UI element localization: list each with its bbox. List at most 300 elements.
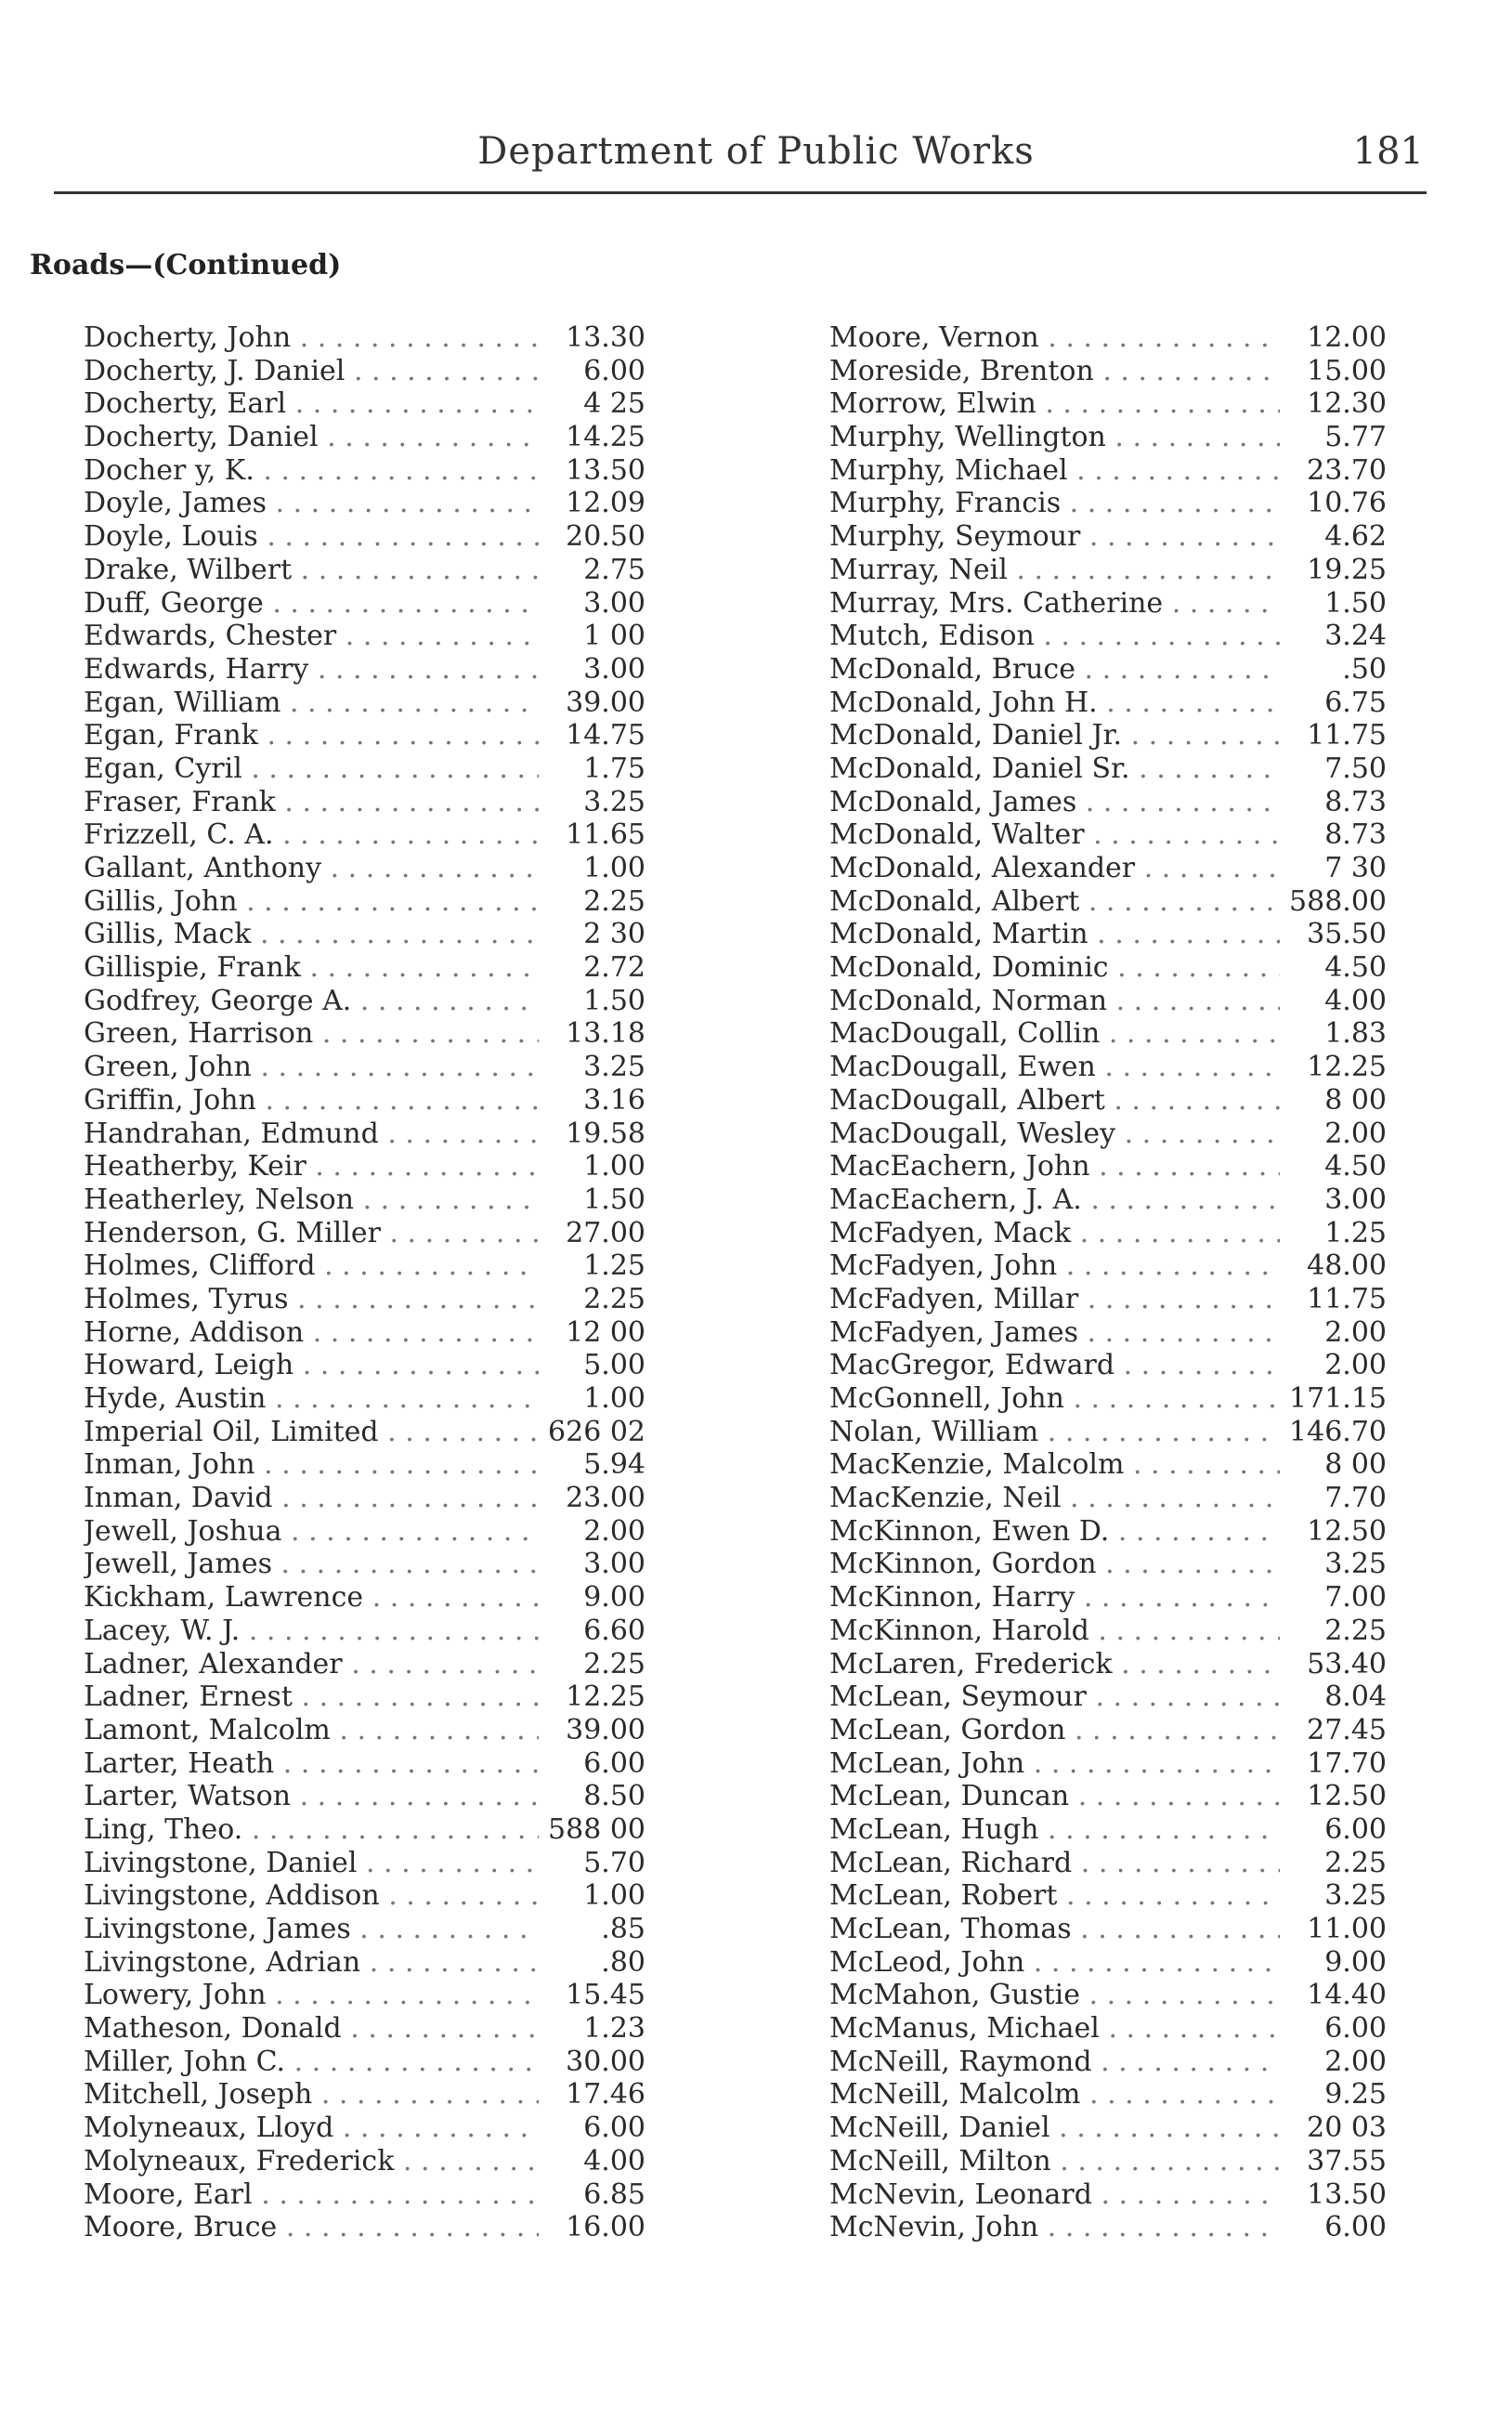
payee-name: Nolan, William . . . [829,1416,1280,1448]
payment-row [84,1249,645,1283]
payment-row [84,487,645,520]
right-payment-column [829,321,1387,2244]
payment-row [84,1448,645,1482]
payment-row [829,1249,1387,1283]
payment-amount: 1.00 [583,1150,645,1183]
payee-name: Murphy, Seymour . . . [829,520,1280,553]
payee-name: Molyneaux, Frederick . . . [84,2145,539,2177]
payment-row [84,2112,645,2145]
payment-row [829,2145,1387,2178]
payment-row [84,1615,645,1648]
payee-name: MacEachern, John . . . [829,1150,1280,1183]
payee-name: Green, John . . . [84,1051,539,1083]
payment-amount: 3.00 [583,1548,645,1581]
payment-amount: 4.00 [1324,984,1387,1017]
payee-name: McDonald, Martin . . . [829,918,1280,950]
payment-amount: 2.00 [1324,1315,1387,1349]
payment-row [829,1780,1387,1813]
payment-row [829,1017,1387,1051]
payee-name: Docherty, Earl . . . [84,387,539,420]
payment-row [84,1879,645,1913]
payment-row [84,520,645,554]
payment-row [84,1548,645,1581]
payment-amount: 35.50 [1307,918,1387,951]
payee-name: McLean, Richard . . . [829,1847,1280,1879]
payment-amount: 6.00 [1324,1812,1387,1846]
payment-row [84,387,645,421]
payment-row [84,355,645,388]
payee-name: Gillis, John . . . [84,885,539,918]
payment-row [829,1913,1387,1946]
payee-name: Inman, David . . . [84,1482,539,1514]
payment-amount: 2.25 [583,1647,645,1680]
payment-amount: 3.24 [1324,620,1387,653]
payment-row [829,1217,1387,1250]
payee-name: McMahon, Gustie . . . [829,1979,1280,2011]
payment-amount: 1.50 [1324,586,1387,620]
payment-row [84,852,645,885]
payment-amount: 4.50 [1324,951,1387,985]
payment-row [84,1813,645,1847]
payment-row [829,752,1387,786]
payment-row [84,454,645,488]
payment-amount: 20.50 [566,520,645,554]
payment-amount: 7.50 [1324,752,1387,785]
payment-amount: 9.25 [1324,2078,1387,2112]
payment-row [84,1150,645,1183]
payment-amount: 3.25 [1324,1548,1387,1581]
payee-name: Mitchell, Joseph . . . [84,2078,539,2111]
payment-row [84,1316,645,1350]
payment-row [829,786,1387,819]
payment-row [84,2145,645,2178]
payment-row [84,2211,645,2244]
payment-row [829,487,1387,520]
payment-row [829,1316,1387,1350]
payment-amount: 3.00 [583,652,645,686]
payee-name: Egan, Frank . . . [84,719,539,752]
payment-row [84,2078,645,2112]
payment-amount: 4.50 [1324,1150,1387,1183]
payment-row [829,1879,1387,1913]
payment-amount: 19.58 [566,1117,645,1150]
payee-name: Handrahan, Edmund . . . [84,1118,539,1150]
payment-row [829,1847,1387,1880]
payment-amount: 7.70 [1324,1482,1387,1515]
payee-name: McDonald, Dominic . . . [829,951,1280,984]
payment-amount: 37.55 [1307,2144,1387,2177]
payee-name: Doyle, Louis . . . [84,520,539,553]
payment-amount: 30.00 [566,2045,645,2078]
payee-name: Docherty, John . . . [84,321,539,354]
payee-name: Jewell, Joshua . . . [84,1515,539,1548]
payment-amount: 14.25 [566,421,645,454]
payment-amount: 1.25 [583,1249,645,1283]
payee-name: Edwards, Chester . . . [84,620,539,652]
payee-name: Docherty, Daniel . . . [84,421,539,453]
payment-amount: 14.75 [566,719,645,752]
payment-row [829,852,1387,885]
payee-name: McLean, Robert . . . [829,1879,1280,1912]
payment-amount: 1 00 [583,620,645,653]
payment-amount: 2.25 [1324,1846,1387,1879]
payment-amount: 2.00 [583,1514,645,1548]
payment-row [829,421,1387,454]
payee-name: Matheson, Donald . . . [84,2012,539,2045]
payment-amount: 8.73 [1324,785,1387,818]
payment-amount: 23.00 [566,1482,645,1515]
payment-row [84,918,645,951]
payment-amount: 12.25 [566,1680,645,1714]
payment-amount: 16.00 [566,2211,645,2244]
payee-name: Lowery, John . . . [84,1979,539,2011]
payee-name: Ladner, Alexander . . . [84,1648,539,1680]
payment-amount: 6.85 [583,2177,645,2211]
payment-row [829,1747,1387,1781]
payee-name: Imperial Oil, Limited . . . [84,1416,539,1448]
payment-row [84,1382,645,1416]
payee-name: McLean, Seymour . . . [829,1680,1280,1713]
payment-row [84,1979,645,2012]
payment-amount: 2.00 [1324,1117,1387,1150]
payment-row [84,1416,645,1449]
payment-row [84,421,645,454]
payment-amount: 3.00 [583,586,645,620]
payment-amount: 12.25 [1307,1051,1387,1084]
payee-name: Docherty, J. Daniel . . . [84,355,539,387]
payee-name: Moore, Vernon . . . [829,321,1280,354]
payment-amount: 27.00 [566,1216,645,1249]
payment-row [84,1482,645,1515]
payee-name: Morrow, Elwin . . . [829,387,1280,420]
payment-amount: 2.00 [1324,2045,1387,2078]
payment-row [829,1416,1387,1449]
payee-name: Heatherby, Keir . . . [84,1150,539,1183]
payee-name: McDonald, James . . . [829,786,1280,818]
payment-amount: 6.00 [1324,2012,1387,2046]
payee-name: McDonald, Alexander . . . [829,852,1280,884]
payment-amount: 12.00 [1307,321,1387,354]
payee-name: McKinnon, Ewen D. . . . [829,1515,1280,1548]
payment-row [829,2112,1387,2145]
payment-row [829,1648,1387,1681]
payment-row [84,786,645,819]
section-heading: Roads—(Continued) [30,249,342,281]
payment-amount: 2.25 [1324,1614,1387,1647]
payment-row [829,1118,1387,1151]
payment-amount: 39.00 [566,686,645,719]
payee-name: McNeill, Milton . . . [829,2145,1280,2177]
payment-amount: 1.00 [583,1879,645,1913]
payment-row [84,1217,645,1250]
payment-row [829,1183,1387,1217]
payment-row [829,918,1387,951]
payment-row [829,587,1387,621]
payment-amount: 1.50 [583,984,645,1017]
payment-amount: 13.50 [566,453,645,487]
payment-amount: 13.18 [566,1017,645,1051]
payment-row [84,885,645,919]
left-payment-column [84,321,645,2244]
payment-amount: 2.25 [583,1282,645,1315]
payee-name: McManus, Michael . . . [829,2012,1280,2045]
payee-name: Ling, Theo. . . . [84,1813,539,1846]
payment-row [829,2046,1387,2079]
payment-row [84,1780,645,1813]
payee-name: MacKenzie, Malcolm . . . [829,1448,1280,1481]
payee-name: Howard, Leigh . . . [84,1349,539,1381]
payee-name: Doyle, James . . . [84,487,539,519]
payee-name: McLean, John . . . [829,1747,1280,1780]
payee-name: Heatherley, Nelson . . . [84,1183,539,1216]
payee-name: Docher y, K. . . . [84,454,539,487]
payee-name: Hyde, Austin . . . [84,1382,539,1415]
payment-row [84,620,645,653]
payment-amount: 5.00 [583,1349,645,1382]
payee-name: Jewell, James . . . [84,1548,539,1580]
payment-row [829,818,1387,852]
payee-name: Murphy, Francis . . . [829,487,1280,519]
payment-row [84,653,645,686]
payment-amount: 2.00 [1324,1349,1387,1382]
payment-amount: 15.00 [1307,354,1387,387]
payment-amount: 2.72 [583,951,645,985]
payment-row [829,2078,1387,2112]
payment-amount: 1.23 [583,2012,645,2046]
payment-amount: 9.00 [1324,1945,1387,1979]
payment-amount: 1.00 [583,1382,645,1415]
payment-amount: 13.50 [1307,2177,1387,2211]
payee-name: Godfrey, George A. . . . [84,985,539,1017]
payment-row [829,454,1387,488]
payment-amount: 3.25 [583,785,645,818]
payment-amount: 20 03 [1307,2112,1387,2145]
payee-name: McKinnon, Harry . . . [829,1581,1280,1614]
payee-name: Murphy, Wellington . . . [829,421,1280,453]
payee-name: McDonald, Daniel Jr. . . . [829,719,1280,752]
payee-name: Murray, Neil . . . [829,554,1280,586]
payment-amount: 1.25 [1324,1216,1387,1249]
payment-amount: 1.83 [1324,1017,1387,1051]
payment-row [84,2046,645,2079]
payment-amount: .80 [601,1945,645,1979]
payee-name: McLaren, Frederick . . . [829,1648,1280,1680]
payment-amount: 6.00 [1324,2211,1387,2244]
payment-row [829,1548,1387,1581]
payment-amount: 8 00 [1324,1083,1387,1117]
payment-row [84,1283,645,1316]
payee-name: McDonald, Albert . . . [829,885,1280,918]
payment-row [829,1946,1387,1980]
payee-name: Green, Harrison . . . [84,1017,539,1050]
payment-amount: 3.25 [583,1051,645,1084]
payment-row [84,1017,645,1051]
payment-amount: 17.70 [1307,1746,1387,1780]
payment-amount: 4 25 [583,387,645,421]
payment-amount: 146.70 [1289,1415,1387,1448]
payment-row [84,1118,645,1151]
payment-amount: 3.00 [1324,1183,1387,1216]
payment-amount: 7.00 [1324,1581,1387,1615]
payment-amount: 19.25 [1307,553,1387,586]
payee-name: Ladner, Ernest . . . [84,1680,539,1713]
payment-row [829,686,1387,720]
payment-row [829,1448,1387,1482]
payment-amount: 12.50 [1307,1780,1387,1813]
payee-name: MacDougall, Albert . . . [829,1084,1280,1117]
payment-row [829,1813,1387,1847]
payee-name: Edwards, Harry . . . [84,653,539,686]
payment-row [84,1515,645,1549]
payment-amount: 6.75 [1324,686,1387,719]
payment-row [84,587,645,621]
payment-row [84,1714,645,1747]
payment-amount: 23.70 [1307,453,1387,487]
payee-name: McNevin, John . . . [829,2211,1280,2243]
payment-row [829,1714,1387,1747]
payee-name: Egan, Cyril . . . [84,752,539,785]
payment-amount: 12.50 [1307,1514,1387,1548]
payment-amount: 12 00 [566,1315,645,1349]
payment-row [84,1913,645,1946]
payment-amount: 8 00 [1324,1448,1387,1482]
payee-name: Gillispie, Frank . . . [84,951,539,984]
payee-name: Gallant, Anthony . . . [84,852,539,884]
payment-row [829,2211,1387,2244]
payment-amount: 14.40 [1307,1979,1387,2012]
payee-name: MacDougall, Wesley . . . [829,1118,1280,1150]
payment-amount: 6.00 [583,354,645,387]
payee-name: McFadyen, Mack . . . [829,1217,1280,1249]
payment-amount: 53.40 [1307,1647,1387,1680]
payment-row [829,620,1387,653]
payment-row [829,1615,1387,1648]
payee-name: McKinnon, Harold . . . [829,1615,1280,1647]
payment-amount: 12.09 [566,487,645,520]
payee-name: Egan, William . . . [84,686,539,719]
payment-row [84,1581,645,1615]
payee-name: McLeod, John . . . [829,1946,1280,1979]
payee-name: McLean, Duncan . . . [829,1780,1280,1812]
payment-amount: 4.00 [583,2144,645,2177]
payment-amount: 8.04 [1324,1680,1387,1714]
payee-name: Duff, George . . . [84,587,539,620]
page-number: 181 [1352,130,1424,173]
payment-row [829,1150,1387,1183]
payee-name: McDonald, John H. . . . [829,686,1280,719]
payment-row [829,719,1387,752]
payment-row [84,1349,645,1382]
payment-row [829,951,1387,985]
page-header-title: Department of Public Works [477,130,1035,173]
payee-name: Moore, Bruce . . . [84,2211,539,2243]
payment-amount: .85 [601,1913,645,1945]
payment-row [84,686,645,720]
payment-amount: 1.00 [583,852,645,884]
payee-name: Inman, John . . . [84,1448,539,1481]
payment-row [84,2012,645,2046]
payee-name: Horne, Addison . . . [84,1316,539,1349]
payee-name: MacDougall, Ewen . . . [829,1051,1280,1083]
payee-name: McGonnell, John . . . [829,1382,1280,1415]
payment-row [829,985,1387,1018]
payee-name: Holmes, Tyrus . . . [84,1283,539,1315]
payee-name: Moore, Earl . . . [84,2178,539,2211]
payee-name: McLean, Hugh . . . [829,1813,1280,1846]
payee-name: McDonald, Walter . . . [829,818,1280,851]
payment-amount: 27.45 [1307,1713,1387,1746]
payee-name: Livingstone, Adrian . . . [84,1946,539,1979]
payee-name: Molyneaux, Lloyd . . . [84,2112,539,2144]
payee-name: McDonald, Bruce . . . [829,653,1280,686]
payment-row [84,1051,645,1084]
payee-name: McDonald, Daniel Sr. . . . [829,752,1280,785]
payment-amount: 5.77 [1324,421,1387,454]
payee-name: MacDougall, Collin . . . [829,1017,1280,1050]
payee-name: Lacey, W. J. . . . [84,1615,539,1647]
payment-amount: 11.75 [1307,1282,1387,1315]
payment-row [829,2178,1387,2212]
payment-row [829,387,1387,421]
payment-amount: 7 30 [1324,852,1387,884]
payment-amount: 17.46 [566,2078,645,2112]
payment-row [829,1482,1387,1515]
payment-row [829,1349,1387,1382]
payment-row [829,1283,1387,1316]
payment-row [829,1680,1387,1714]
payment-amount: 1.50 [583,1183,645,1216]
payment-row [829,554,1387,587]
payee-name: Henderson, G. Miller . . . [84,1217,539,1249]
payment-row [84,1648,645,1681]
payment-row [84,1680,645,1714]
payee-name: Livingstone, Addison . . . [84,1879,539,1912]
payment-amount: 4.62 [1324,520,1387,554]
payment-row [84,951,645,985]
payment-row [84,752,645,786]
payment-amount: 588 00 [548,1812,645,1846]
payee-name: MacGregor, Edward . . . [829,1349,1280,1381]
payment-amount: 3.25 [1324,1879,1387,1913]
payment-amount: 1.75 [583,752,645,785]
payee-name: Livingstone, James . . . [84,1913,539,1945]
payment-amount: 39.00 [566,1713,645,1746]
payment-row [84,1946,645,1980]
payment-row [829,1515,1387,1549]
payment-row [829,1051,1387,1084]
payee-name: McLean, Thomas . . . [829,1913,1280,1945]
payment-amount: .50 [1342,652,1387,686]
payee-name: McFadyen, Millar . . . [829,1283,1280,1315]
payment-amount: 5.94 [583,1448,645,1482]
payee-name: Murphy, Michael . . . [829,454,1280,487]
payment-amount: 11.75 [1307,719,1387,752]
payee-name: Mutch, Edison . . . [829,620,1280,652]
payee-name: Larter, Heath . . . [84,1747,539,1780]
payee-name: McFadyen, James . . . [829,1316,1280,1349]
payment-amount: 2.25 [583,884,645,918]
payee-name: McKinnon, Gordon . . . [829,1548,1280,1580]
payment-row [829,885,1387,919]
payment-row [829,520,1387,554]
payment-row [829,1084,1387,1118]
payment-amount: 2.75 [583,553,645,586]
payment-amount: 5.70 [583,1846,645,1879]
payment-amount: 6.00 [583,2112,645,2145]
payment-row [84,1183,645,1217]
payment-row [829,321,1387,355]
payment-row [829,2012,1387,2046]
